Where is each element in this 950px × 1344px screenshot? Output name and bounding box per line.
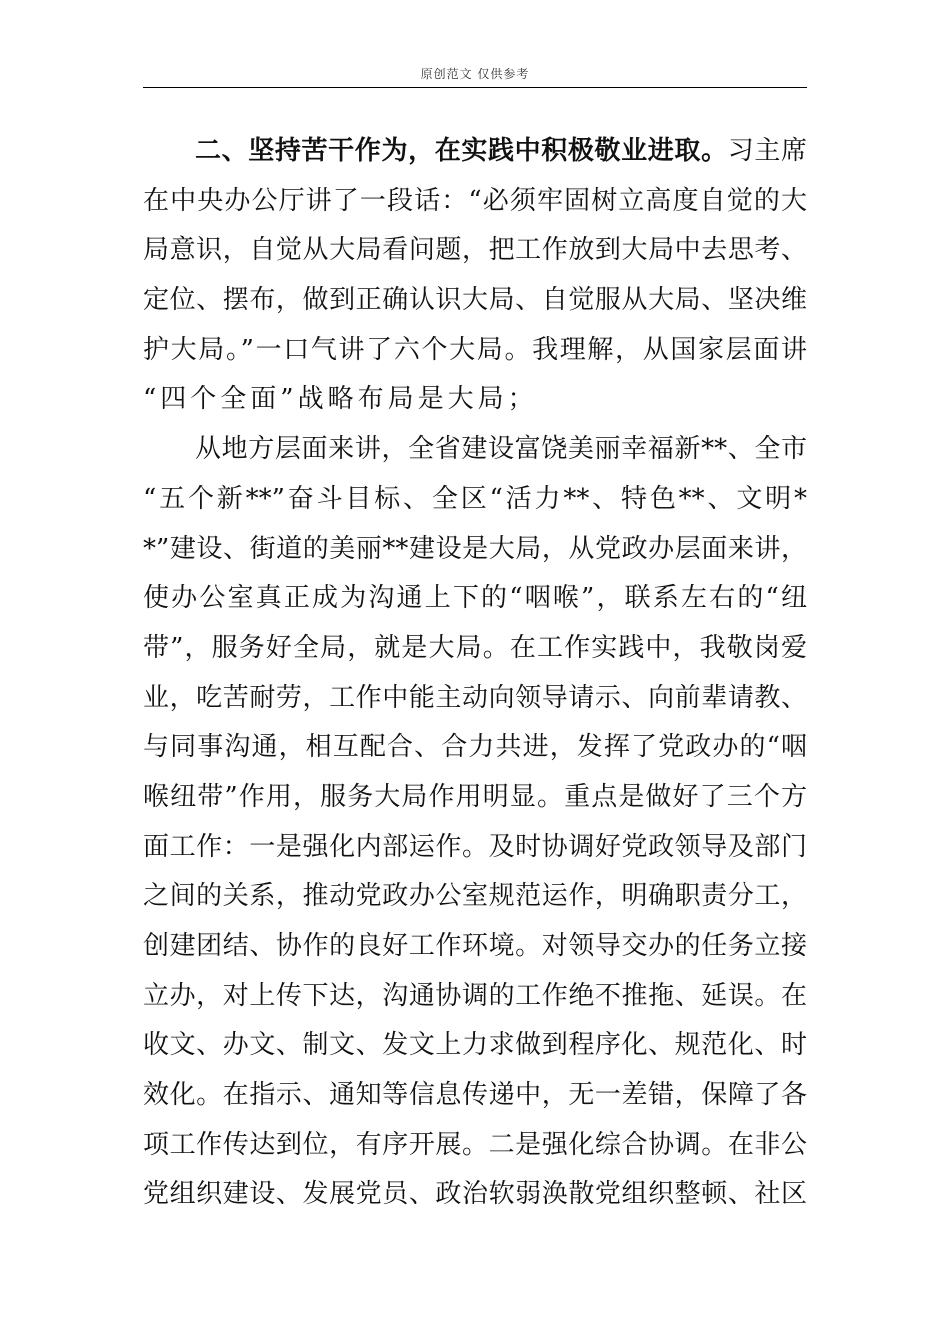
text-line: 之间的关系，推动党政办公室规范运作，明确职责分工， [143,881,807,912]
text-line: 局意识，自觉从大局看问题，把工作放到大局中去思考、 [143,235,807,266]
section-heading: 二、坚持苦干作为，在实践中积极敬业进取。 [195,136,728,166]
text-line: 效化。在指示、通知等信息传递中，无一差错，保障了各 [143,1080,807,1111]
text-line: 项工作传达到位，有序开展。二是强化综合协调。在非公 [143,1129,807,1160]
page-header [143,62,807,88]
text-line: “五个新**”奋斗目标、全区“活力**、特色**、文明* [143,483,807,514]
paragraph-2 [143,425,807,1220]
text-line: “四个全面”战略布局是大局； [143,384,538,415]
document-body [143,127,807,1220]
text-line: 带”，服务好全局，就是大局。在工作实践中，我敬岗爱 [143,632,807,663]
text-line: 从地方层面来讲，全省建设富饶美丽幸福新**、全市 [195,434,807,465]
text-line: 创建团结、协作的良好工作环境。对领导交办的任务立接 [143,931,807,961]
text-line: 党组织建设、发展党员、政治软弱涣散党组织整顿、社区 [143,1179,807,1210]
paragraph-1 [143,127,807,425]
text-line: 护大局。”一口气讲了六个大局。我理解，从国家层面讲 [143,334,807,365]
text-line: 业，吃苦耐劳，工作中能主动向领导请示、向前辈请教、 [143,682,807,713]
text-line: *”建设、街道的美丽**建设是大局，从党政办层面来讲， [143,533,807,564]
text-line: 收文、办文、制文、发文上力求做到程序化、规范化、时 [143,1030,807,1061]
text-line: 定位、摆布，做到正确认识大局、自觉服从大局、坚决维 [143,285,807,316]
line-text: 习主席 [727,136,807,166]
text-line [143,127,807,177]
text-line: 与同事沟通，相互配合、合力共进，发挥了党政办的“咽 [143,732,807,763]
text-line: 在中央办公厅讲了一段话：“必须牢固树立高度自觉的大 [143,185,807,216]
text-line: 喉纽带”作用，服务大局作用明显。重点是做好了三个方 [143,781,807,812]
text-line: 立办，对上传下达，沟通协调的工作绝不推拖、延误。在 [143,980,807,1011]
text-line: 面工作：一是强化内部运作。及时协调好党政领导及部门 [143,831,807,862]
text-line: 使办公室真正成为沟通上下的“咽喉”，联系左右的“纽 [143,583,807,614]
header-text: 原创范文 仅供参考 [420,67,530,81]
